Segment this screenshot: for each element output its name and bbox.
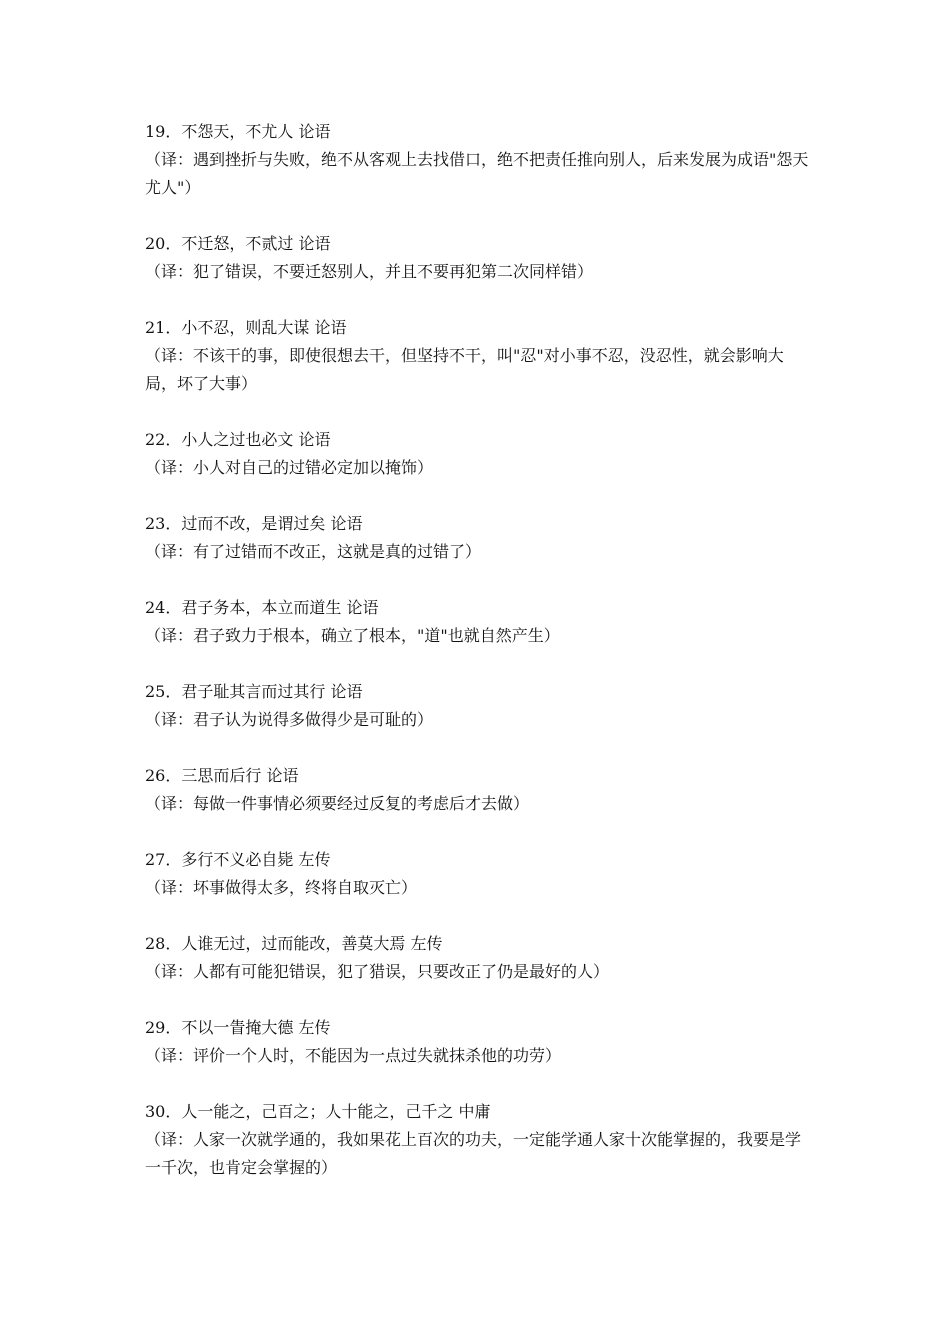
entry-translation: （译：人家一次就学通的，我如果花上百次的功夫，一定能学通人家十次能掌握的，我要是学一千次，也肯定会掌握的） xyxy=(145,1130,802,1177)
entry-29 xyxy=(145,1014,815,1070)
entry-19 xyxy=(145,118,815,202)
entry-28 xyxy=(145,930,815,986)
entry-translation: （译：不该干的事，即使很想去干，但坚持不干，叫"忍"对小事不忍，没忍性，就会影响大局，坏了大事） xyxy=(145,346,784,393)
entry-27 xyxy=(145,846,815,902)
entry-translation: （译：有了过错而不改正，这就是真的过错了） xyxy=(145,542,482,561)
entry-heading: 22．小人之过也必文 论语 xyxy=(145,430,331,449)
entry-translation: （译：小人对自己的过错必定加以掩饰） xyxy=(145,458,434,477)
entry-heading: 29．不以一眚掩大德 左传 xyxy=(145,1018,331,1037)
entry-21 xyxy=(145,314,815,398)
entry-translation: （译：人都有可能犯错误，犯了猎误，只要改正了仍是最好的人） xyxy=(145,962,610,981)
entry-heading: 30．人一能之，己百之；人十能之，己千之 中庸 xyxy=(145,1102,491,1121)
entry-translation: （译：坏事做得太多，终将自取灭亡） xyxy=(145,878,418,897)
entry-20 xyxy=(145,230,815,286)
entry-heading: 25．君子耻其言而过其行 论语 xyxy=(145,682,363,701)
entry-heading: 21．小不忍，则乱大谋 论语 xyxy=(145,318,347,337)
entry-translation: （译：君子认为说得多做得少是可耻的） xyxy=(145,710,434,729)
entry-heading: 27．多行不义必自毙 左传 xyxy=(145,850,331,869)
entry-translation: （译：每做一件事情必须要经过反复的考虑后才去做） xyxy=(145,794,530,813)
entry-heading: 26．三思而后行 论语 xyxy=(145,766,299,785)
entry-heading: 28．人谁无过，过而能改，善莫大焉 左传 xyxy=(145,934,443,953)
entry-translation: （译：犯了错误，不要迁怒别人，并且不要再犯第二次同样错） xyxy=(145,262,594,281)
entry-translation: （译：君子致力于根本，确立了根本，"道"也就自然产生） xyxy=(145,626,560,645)
entry-heading: 20．不迁怒，不贰过 论语 xyxy=(145,234,331,253)
entry-23 xyxy=(145,510,815,566)
entry-translation: （译：评价一个人时，不能因为一点过失就抹杀他的功劳） xyxy=(145,1046,562,1065)
entry-24 xyxy=(145,594,815,650)
entry-22 xyxy=(145,426,815,482)
entry-heading: 23．过而不改，是谓过矣 论语 xyxy=(145,514,363,533)
entry-26 xyxy=(145,762,815,818)
entry-translation: （译：遇到挫折与失败，绝不从客观上去找借口，绝不把责任推向别人，后来发展为成语"怨天尤人"） xyxy=(145,150,809,197)
entry-heading: 19．不怨天，不尤人 论语 xyxy=(145,122,331,141)
entry-heading: 24．君子务本，本立而道生 论语 xyxy=(145,598,379,617)
document-page xyxy=(145,118,815,1210)
entry-25 xyxy=(145,678,815,734)
entry-30 xyxy=(145,1098,815,1182)
